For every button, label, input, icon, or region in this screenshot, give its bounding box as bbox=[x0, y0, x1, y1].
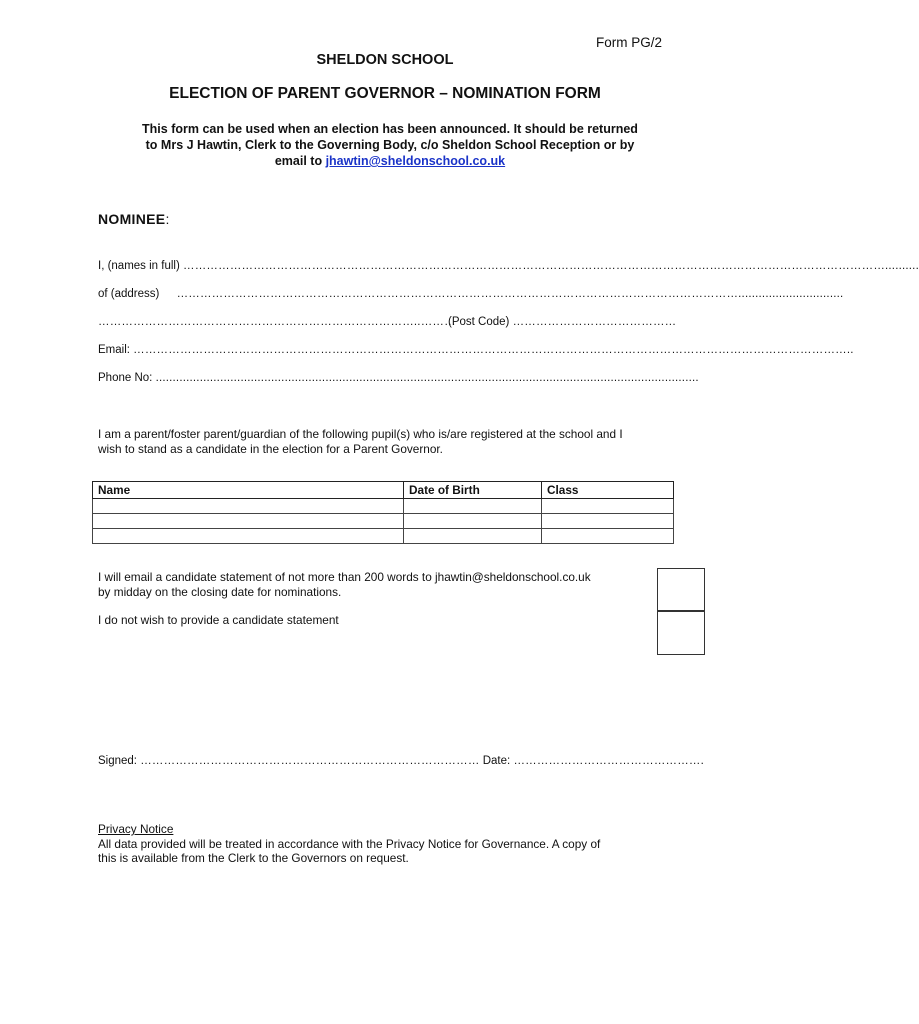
statement-option-1-line-2: by midday on the closing date for nominations. bbox=[98, 585, 342, 599]
address-dots: ………………………………………………………………………………………………………………………………............................... bbox=[176, 288, 844, 300]
statement-option-2-checkbox[interactable] bbox=[657, 610, 705, 655]
pupil-dob-cell[interactable] bbox=[404, 514, 542, 529]
intro-line-3-prefix: email to bbox=[274, 154, 326, 168]
signature-field[interactable] bbox=[98, 754, 704, 768]
privacy-notice-title: Privacy Notice bbox=[98, 822, 174, 836]
table-row bbox=[93, 499, 674, 514]
pupil-table-header bbox=[93, 482, 674, 499]
declaration-text bbox=[98, 427, 688, 457]
clerk-email-link[interactable]: jhawtin@sheldonschool.co.uk bbox=[325, 154, 506, 168]
names-label: I, (names in full) bbox=[98, 260, 180, 272]
intro-line-1: This form can be used when an election has been announced. It should be returned bbox=[142, 122, 638, 136]
privacy-line-1: All data provided will be treated in accordance with the Privacy Notice for Governance. A copy of bbox=[98, 837, 601, 851]
email-field[interactable] bbox=[98, 343, 854, 357]
pupil-name-cell[interactable] bbox=[93, 499, 404, 514]
statement-option-1-checkbox[interactable] bbox=[657, 568, 705, 612]
intro-text bbox=[90, 121, 690, 169]
statement-option-1 bbox=[98, 570, 648, 600]
nominee-heading-text: NOMINEE bbox=[98, 211, 166, 227]
header-class: Class bbox=[542, 482, 674, 499]
pupil-class-cell[interactable] bbox=[542, 529, 674, 544]
intro-line-3 bbox=[90, 153, 690, 169]
address-line-2-dots: ………………………………………………………………………..……… bbox=[98, 316, 456, 328]
pupil-name-cell[interactable] bbox=[93, 529, 404, 544]
phone-label: Phone No: bbox=[98, 372, 153, 384]
signed-dots: …………………………………………………………………………… bbox=[140, 755, 480, 767]
names-dots: ……………………………………………………………………………………………………………………………………………………………….......... bbox=[183, 260, 919, 272]
phone-field[interactable] bbox=[98, 371, 699, 385]
form-code: Form PG/2 bbox=[595, 35, 662, 50]
postcode-dots: …………………………………… bbox=[512, 316, 677, 328]
postcode-label: (Post Code) bbox=[448, 316, 510, 328]
statement-option-2: I do not wish to provide a candidate statement bbox=[98, 613, 339, 627]
privacy-line-2: this is available from the Clerk to the Governors on request. bbox=[98, 851, 409, 865]
nominee-heading bbox=[98, 211, 170, 227]
privacy-notice-text bbox=[98, 837, 688, 865]
intro-line-2: to Mrs J Hawtin, Clerk to the Governing Body, c/o Sheldon School Reception or by bbox=[145, 138, 635, 152]
postcode-field[interactable] bbox=[448, 315, 676, 329]
phone-dots: ................................................................................................................................................................ bbox=[155, 372, 699, 384]
declaration-line-2: wish to stand as a candidate in the election for a Parent Governor. bbox=[98, 442, 443, 456]
school-name: SHELDON SCHOOL bbox=[316, 52, 454, 68]
statement-option-1-line-1: I will email a candidate statement of not more than 200 words to jhawtin@sheldonschool.co.uk bbox=[98, 570, 591, 584]
signed-label: Signed: bbox=[98, 755, 138, 767]
nominee-heading-colon: : bbox=[165, 211, 170, 227]
form-title: ELECTION OF PARENT GOVERNOR – NOMINATION FORM bbox=[169, 85, 601, 102]
address-line-2-field[interactable] bbox=[98, 315, 456, 329]
header-date-of-birth: Date of Birth bbox=[404, 482, 542, 499]
declaration-line-1: I am a parent/foster parent/guardian of the following pupil(s) who is/are registered at the school and I bbox=[98, 427, 623, 441]
pupil-table bbox=[92, 481, 674, 544]
table-row bbox=[93, 514, 674, 529]
pupil-name-cell[interactable] bbox=[93, 514, 404, 529]
pupil-class-cell[interactable] bbox=[542, 514, 674, 529]
header-name: Name bbox=[93, 482, 404, 499]
pupil-class-cell[interactable] bbox=[542, 499, 674, 514]
address-field[interactable] bbox=[98, 287, 843, 301]
table-row bbox=[93, 529, 674, 544]
email-dots: ………………………………………………………………………………………………………………………………………………………………….. bbox=[133, 344, 854, 356]
address-label: of (address) bbox=[98, 288, 160, 300]
pupil-dob-cell[interactable] bbox=[404, 529, 542, 544]
date-dots: …………………………………………. bbox=[513, 755, 705, 767]
names-field[interactable] bbox=[98, 259, 919, 273]
email-label: Email: bbox=[98, 344, 130, 356]
pupil-dob-cell[interactable] bbox=[404, 499, 542, 514]
date-label: Date: bbox=[482, 755, 511, 767]
